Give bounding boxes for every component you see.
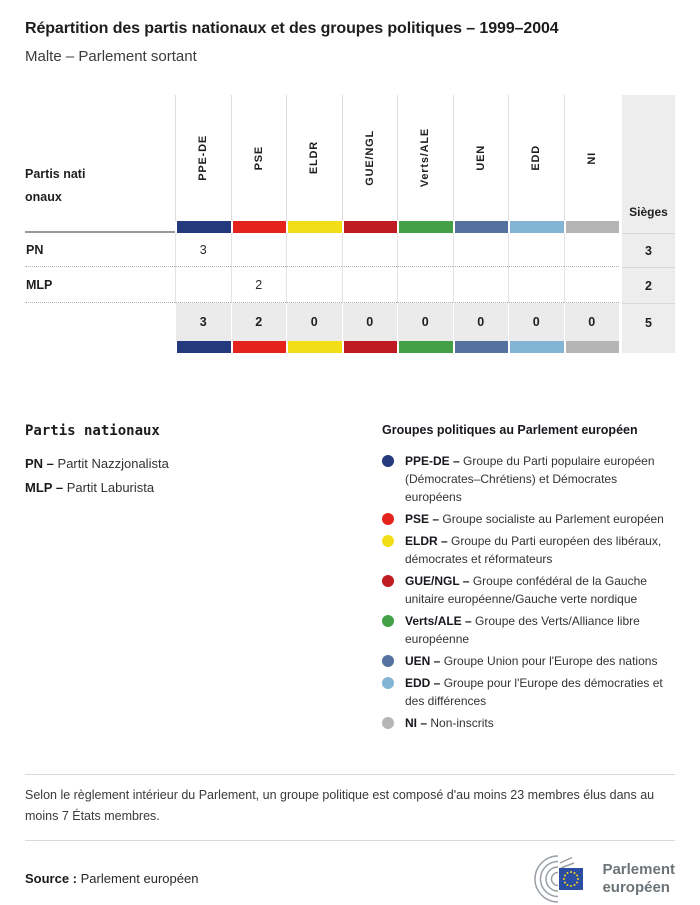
legend-item-eldr: ELDR – Groupe du Parti européen des libéraux, démocrates et réformateurs xyxy=(382,532,675,568)
national-parties-legend xyxy=(25,423,382,736)
edd-color-dot xyxy=(382,677,394,689)
group-color-bar xyxy=(397,221,453,233)
col-header-pse: PSE xyxy=(231,95,287,221)
table-row-pn xyxy=(25,233,675,267)
table-total-row xyxy=(25,303,675,341)
group-color-bar xyxy=(397,341,453,353)
total-value: 0 xyxy=(508,303,564,341)
group-color-bar xyxy=(342,341,398,353)
divider xyxy=(25,840,675,841)
col-header-verts-ale: Verts/ALE xyxy=(397,95,453,221)
col-header-sieges: Sièges xyxy=(622,95,675,221)
col-header-national-parties xyxy=(25,95,175,221)
political-groups-legend-title: Groupes politiques au Parlement européen xyxy=(382,423,638,437)
group-color-bar xyxy=(286,341,342,353)
gue-ngl-color-dot xyxy=(382,575,394,587)
source-line xyxy=(25,871,198,886)
sieges-column-fill xyxy=(622,341,675,353)
group-color-bar xyxy=(231,341,287,353)
col-header-eldr: ELDR xyxy=(286,95,342,221)
col-header-national-parties-label: Partis nationaux xyxy=(25,166,86,204)
pse-color-dot xyxy=(382,513,394,525)
col-header-gue-ngl: GUE/NGL xyxy=(342,95,398,221)
legends-section xyxy=(25,423,675,736)
page-subtitle: Malte – Parlement sortant xyxy=(25,48,197,65)
group-color-bar xyxy=(231,221,287,233)
bottom-empty-cell xyxy=(25,341,175,353)
cell-value xyxy=(397,267,453,303)
group-color-bar xyxy=(508,221,564,233)
group-color-bar xyxy=(564,221,620,233)
logo-wordmark: Parlement européen xyxy=(602,861,675,896)
eldr-color-dot xyxy=(382,535,394,547)
seats-value: 2 xyxy=(622,267,675,303)
party-name: MLP xyxy=(25,267,175,303)
group-color-bar xyxy=(175,221,231,233)
seats-value: 3 xyxy=(622,233,675,267)
seats-table xyxy=(25,95,675,353)
total-value: 3 xyxy=(175,303,231,341)
divider xyxy=(25,774,675,775)
cell-value xyxy=(564,267,620,303)
group-color-bar xyxy=(508,341,564,353)
table-header-row xyxy=(25,95,675,221)
group-color-bar xyxy=(175,341,231,353)
political-groups-legend xyxy=(382,423,675,736)
total-row-empty-cell xyxy=(25,303,175,341)
legend-item-gue-ngl: GUE/NGL – Groupe confédéral de la Gauche unitaire européenne/Gauche verte nordique xyxy=(382,572,675,608)
total-seats-value: 5 xyxy=(622,303,675,341)
cell-value xyxy=(397,233,453,267)
group-color-bar-row-bottom xyxy=(25,341,675,353)
legend-item-ni: NI – Non-inscrits xyxy=(382,714,675,732)
group-color-bar xyxy=(453,341,509,353)
group-color-bar xyxy=(564,341,620,353)
legend-item-mlp: MLP – Partit Laburista xyxy=(25,480,155,495)
col-header-ni: NI xyxy=(564,95,620,221)
cell-value xyxy=(453,267,509,303)
source-value: Parlement européen xyxy=(80,871,199,886)
footer xyxy=(25,853,675,905)
cell-value xyxy=(342,267,398,303)
sieges-column-fill xyxy=(622,221,675,233)
table-row-mlp xyxy=(25,267,675,303)
page-title: Répartition des partis nationaux et des groupes politiques – 1999–2004 xyxy=(25,20,559,37)
cell-value xyxy=(286,233,342,267)
cell-value xyxy=(342,233,398,267)
cell-value xyxy=(286,267,342,303)
total-value: 0 xyxy=(453,303,509,341)
ppe-de-color-dot xyxy=(382,455,394,467)
legend-item-pse: PSE – Groupe socialiste au Parlement européen xyxy=(382,510,675,528)
cell-value xyxy=(453,233,509,267)
group-color-bar-row xyxy=(25,221,675,233)
col-header-edd: EDD xyxy=(508,95,564,221)
group-color-bar xyxy=(453,221,509,233)
col-header-uen: UEN xyxy=(453,95,509,221)
total-value: 0 xyxy=(397,303,453,341)
legend-item-verts-ale: Verts/ALE – Groupe des Verts/Alliance libre européenne xyxy=(382,612,675,648)
party-name: PN xyxy=(25,233,175,267)
total-value: 0 xyxy=(286,303,342,341)
hemicycle-eu-flag-icon xyxy=(528,853,594,905)
legend-item-edd: EDD – Groupe pour l'Europe des démocraties et des différences xyxy=(382,674,675,710)
group-color-bar xyxy=(286,221,342,233)
cell-value xyxy=(231,233,287,267)
cell-value: 3 xyxy=(175,233,231,267)
document-header xyxy=(0,0,700,65)
cell-value xyxy=(564,233,620,267)
total-value: 0 xyxy=(564,303,620,341)
cell-value: 2 xyxy=(231,267,287,303)
legend-item-uen: UEN – Groupe Union pour l'Europe des nations xyxy=(382,652,675,670)
cell-value xyxy=(508,233,564,267)
european-parliament-logo xyxy=(528,853,675,905)
rules-note: Selon le règlement intérieur du Parlement, un groupe politique est composé d'au moins 23 membres élus dans au moins 7 États membres. xyxy=(25,788,655,824)
header-underline xyxy=(25,221,175,233)
national-parties-legend-title: Partis nationaux xyxy=(25,423,160,439)
col-header-ppe-de: PPE-DE xyxy=(175,95,231,221)
total-value: 2 xyxy=(231,303,287,341)
cell-value xyxy=(175,267,231,303)
total-value: 0 xyxy=(342,303,398,341)
legend-item-ppe-de: PPE-DE – Groupe du Parti populaire européen (Démocrates–Chrétiens) et Démocrates européens xyxy=(382,452,675,506)
verts-ale-color-dot xyxy=(382,615,394,627)
ni-color-dot xyxy=(382,717,394,729)
uen-color-dot xyxy=(382,655,394,667)
group-color-bar xyxy=(342,221,398,233)
legend-item-pn: PN – Partit Nazzjonalista xyxy=(25,456,169,471)
cell-value xyxy=(508,267,564,303)
source-label: Source : xyxy=(25,871,78,886)
